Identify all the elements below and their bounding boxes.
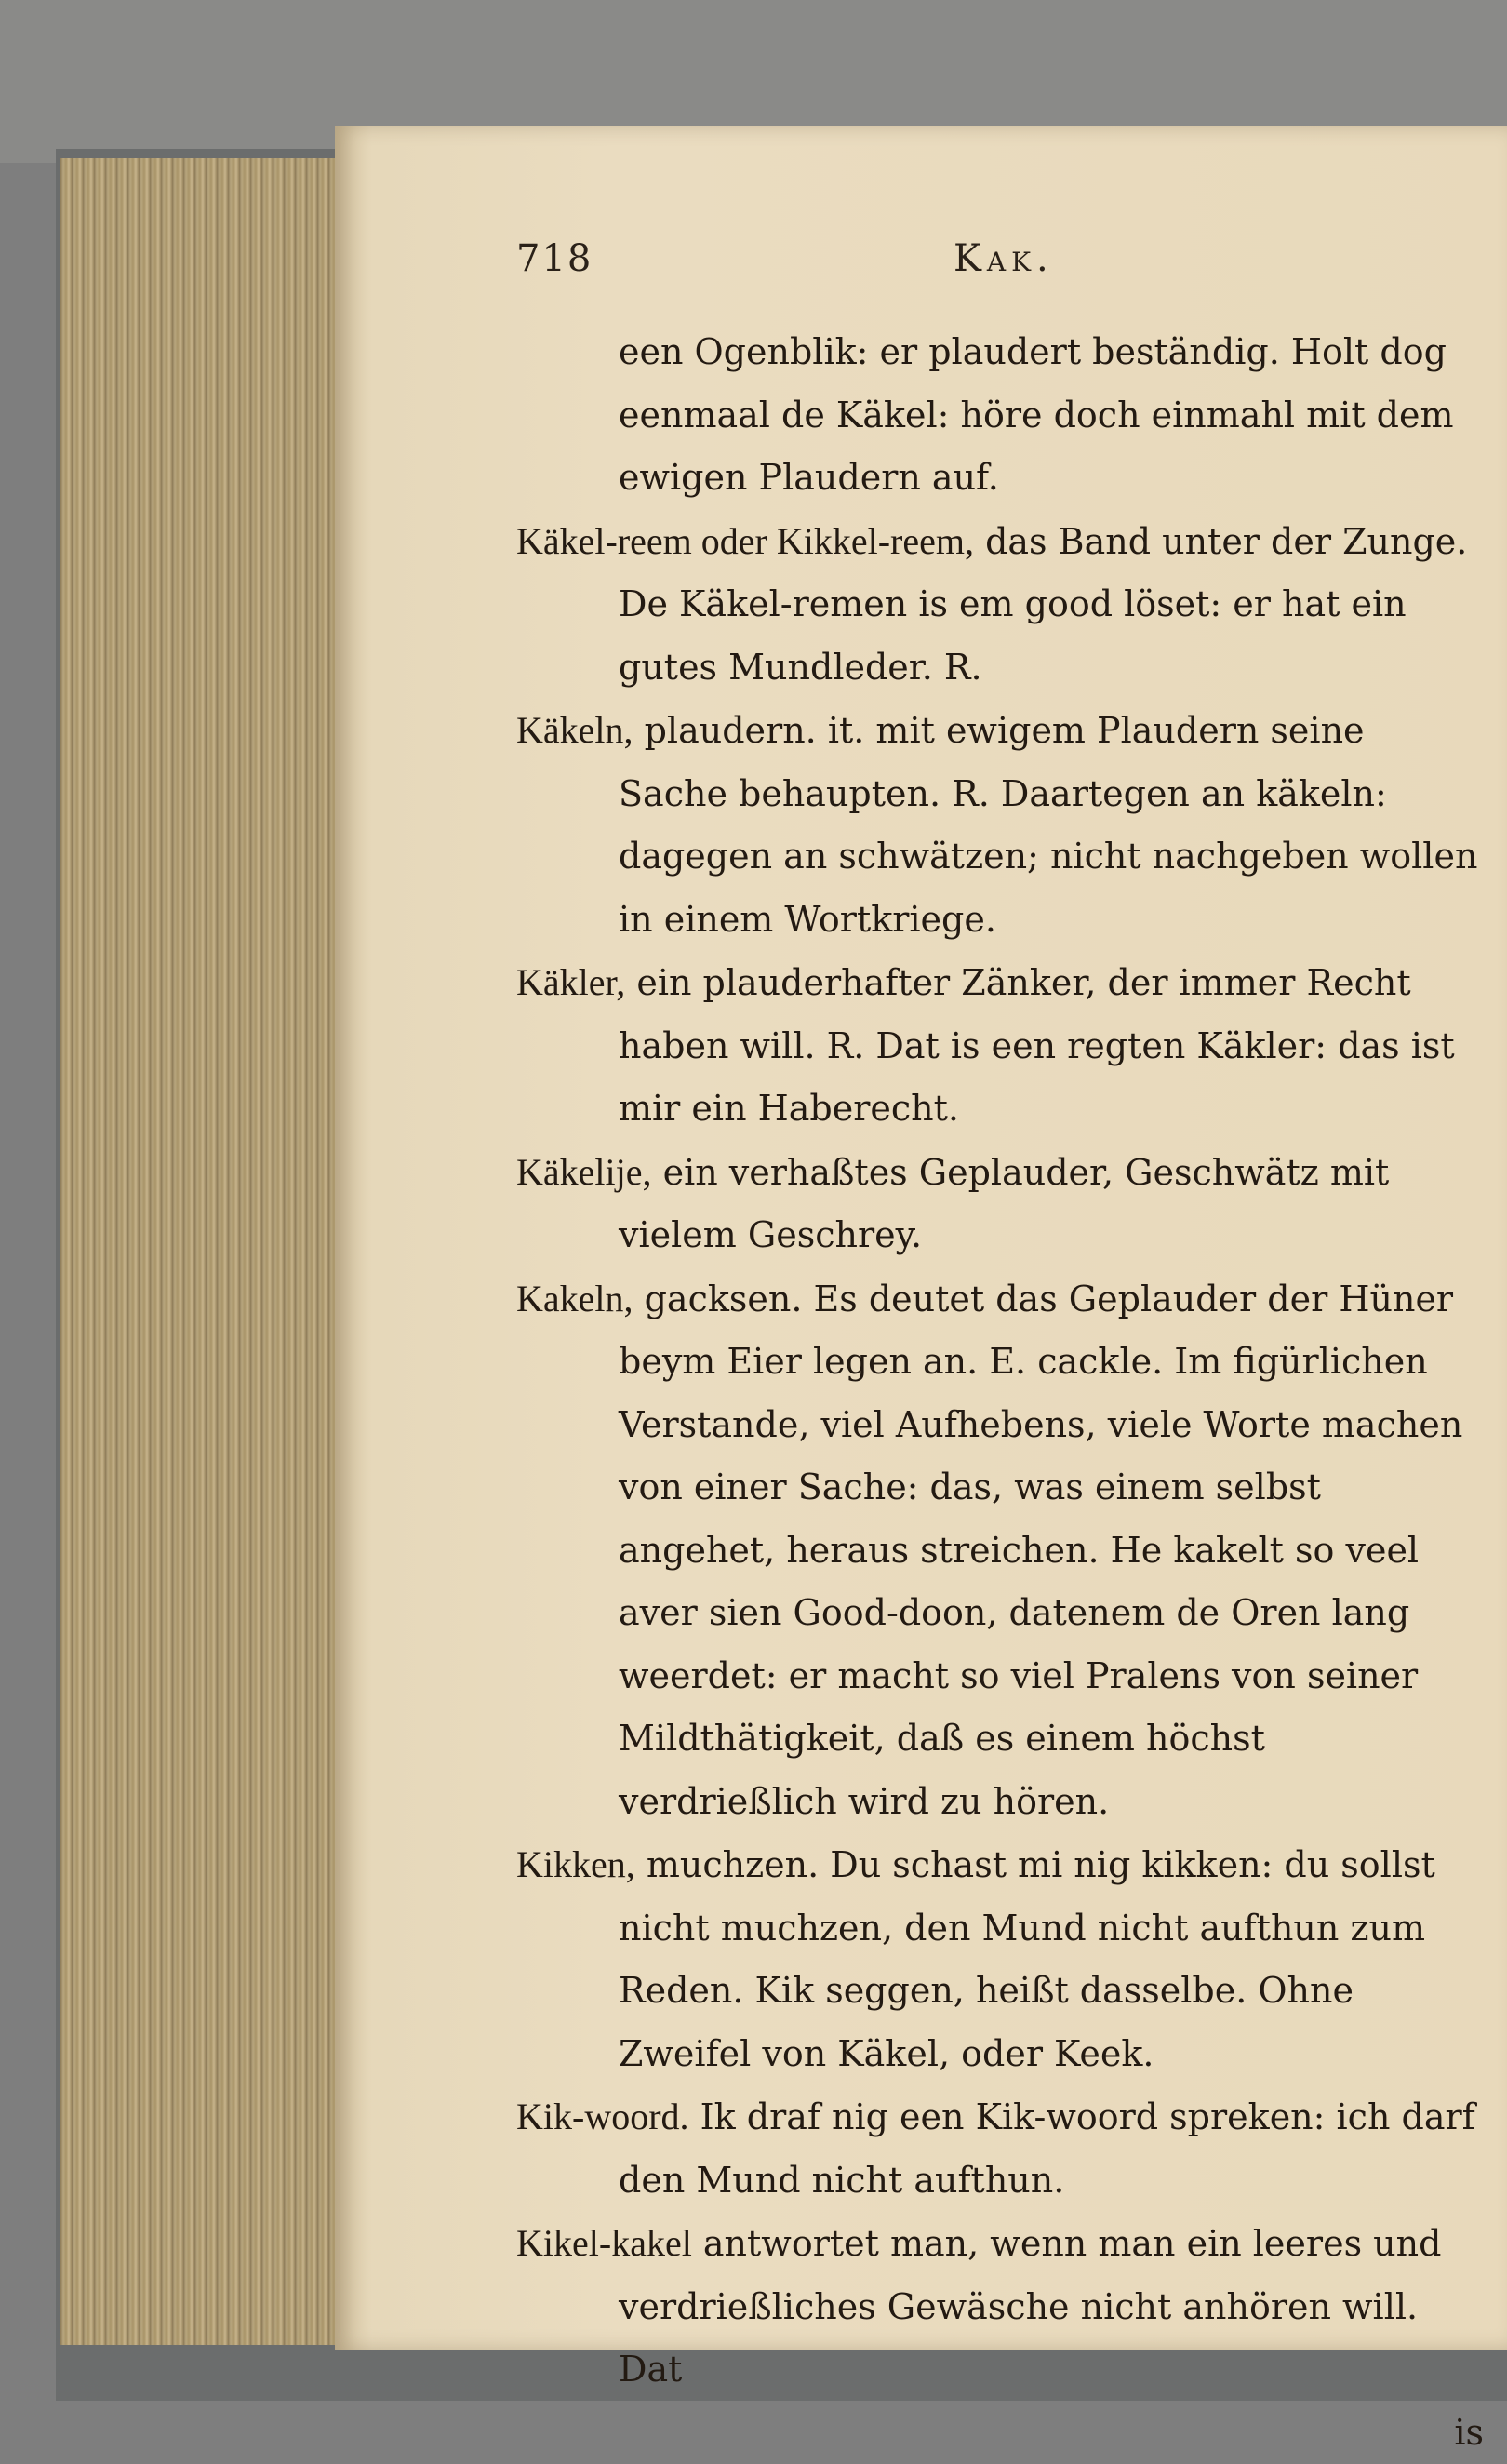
catchword-line: [516, 2402, 1484, 2464]
dictionary-entry: [516, 951, 1484, 1141]
page-number: 718: [516, 237, 593, 280]
dictionary-entry: [516, 2212, 1484, 2402]
entry-body: ein plauderhafter Zänker, der immer Recht haben will. R. Dat is een regten Käkler: das ist mir ein Haberecht.: [619, 962, 1455, 1129]
entry-body: das Band unter der Zunge. De Käkel-remen is em good löset: er hat ein gutes Mundleder. R.: [619, 521, 1467, 688]
entry-headword: Käkel-reem oder Kikkel-reem,: [516, 520, 974, 562]
entry-headword: Käkelije,: [516, 1151, 652, 1193]
entry-headword: Kik-woord.: [516, 2096, 689, 2137]
entry-continuation: [516, 321, 1484, 510]
entry-body: muchzen. Du schast mi nig kikken: du sollst nicht muchzen, den Mund nicht aufthun zum Reden. Kik seggen, heißt dasselbe. Ohne Zweifel von Käkel, oder Keek.: [619, 1844, 1435, 2074]
entry-body: een Ogenblik: er plaudert beständig. Holt dog eenmaal de Käkel: höre doch einmahl mit dem ewigen Plaudern auf.: [619, 331, 1454, 498]
entry-body: Ik draf nig een Kik-woord spreken: ich darf den Mund nicht aufthun.: [619, 2096, 1475, 2201]
page-header: [516, 237, 1465, 293]
entry-body: ein verhaßtes Geplauder, Geschwätz mit vielem Geschrey.: [619, 1152, 1389, 1256]
entry-body: gacksen. Es deutet das Geplauder der Hüner beym Eier legen an. E. cackle. Im figürlichen Verstande, viel Aufhebens, viele Worte machen von einer Sache: das, was einem selbst angehet, heraus streichen. He kakelt so veel aver sien Good-doon, datenem de Oren lang weerdet: er macht so viel Pralens von seiner Mildthätigkeit, daß es einem höchst verdrießlich wird zu hören.: [619, 1279, 1462, 1822]
entry-body: plaudern. it. mit ewigem Plaudern seine Sache behaupten. R. Daartegen an käkeln: dagegen an schwätzen; nicht nachgeben wollen in einem Wortkriege.: [619, 710, 1477, 940]
dictionary-entry: [516, 1833, 1484, 2085]
entry-headword: Kakeln,: [516, 1278, 633, 1319]
entry-headword: Kikken,: [516, 1843, 635, 1885]
entry-headword: Käkeln,: [516, 709, 633, 751]
catchword: is: [1454, 2412, 1484, 2453]
entry-headword: Käkler,: [516, 961, 625, 1003]
running-head: Kak.: [954, 237, 1054, 280]
page-body: [516, 321, 1484, 2464]
dictionary-entry: [516, 510, 1484, 700]
entry-body: antwortet man, wenn man ein leeres und verdrießliches Gewäsche nicht anhören will. Dat: [619, 2223, 1441, 2390]
page-edges: [60, 158, 341, 2345]
entry-headword: Kikel-kakel: [516, 2222, 692, 2264]
dictionary-entry: [516, 699, 1484, 951]
dictionary-entry: [516, 2085, 1484, 2212]
dictionary-entry: [516, 1267, 1484, 1834]
dictionary-entry: [516, 1141, 1484, 1267]
